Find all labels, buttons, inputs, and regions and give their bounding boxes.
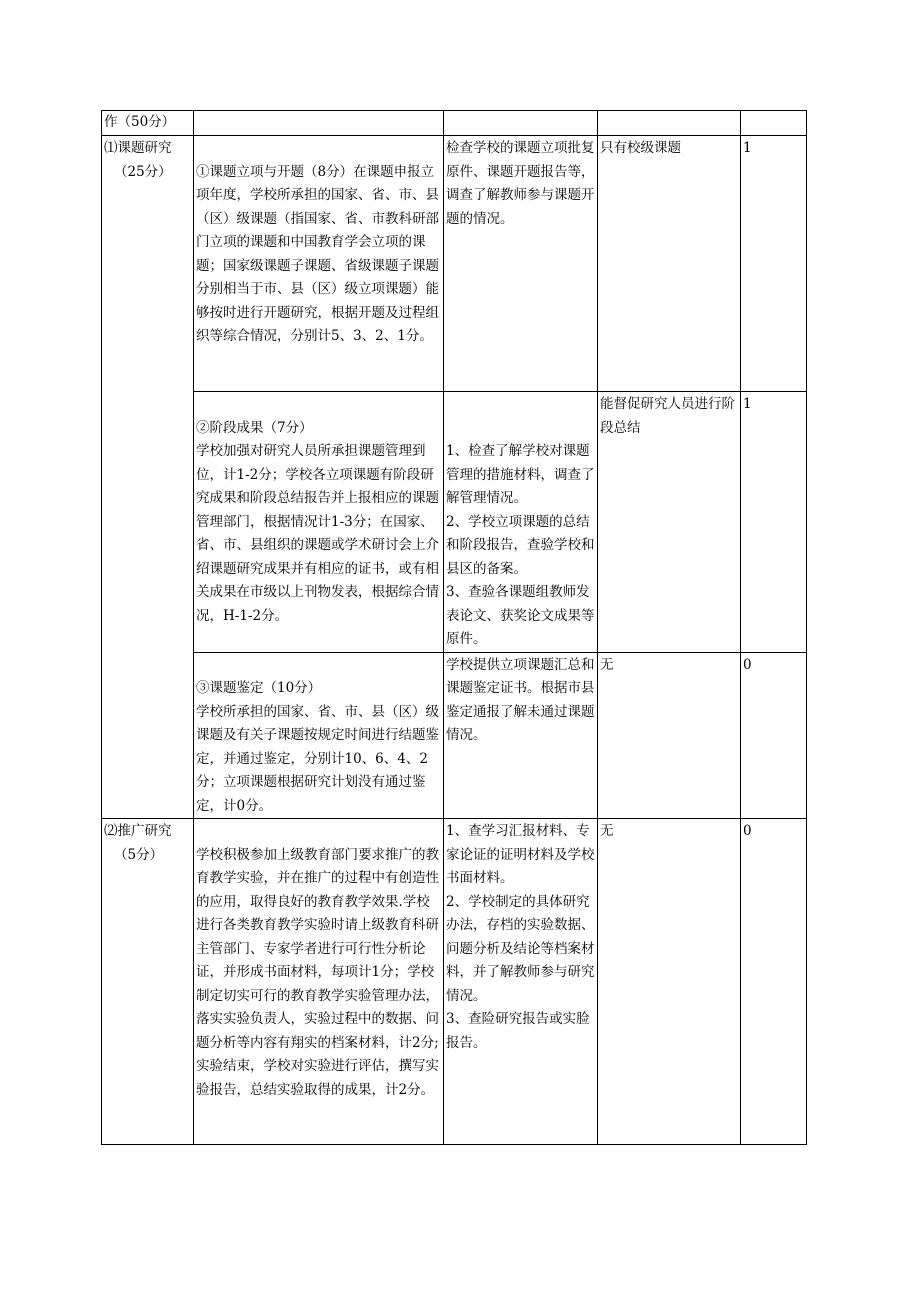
table-row [102,652,807,819]
method-cell [444,819,598,1145]
category-points: （5分） [114,846,164,863]
method-paragraph: 学校提供立项课题汇总和课题鉴定证书。根据市县鉴定通报了解未通过课题情况。 [446,656,595,743]
method-paragraph: 2、学校立项课题的总结和阶段报告，查验学校和县区的备案。 [446,513,595,577]
finding-cell [598,652,741,819]
score-text: 1 [743,140,752,156]
finding-cell [598,136,741,392]
finding-text: 无 [600,656,614,673]
table-row [102,136,807,392]
method-cell [444,136,598,392]
score-text: 0 [743,823,752,839]
table-row [102,392,807,653]
method-cell [444,111,598,136]
score-cell [741,136,807,392]
score-cell [741,392,807,653]
finding-text: 能督促研究人员进行阶段总结 [600,396,735,436]
criteria-paragraph: 学校加强对研究人员所承担课题管理到位，计1-2分；学校各立项课题有阶段研究成果和阶段总结报告并上报相应的课题管理部门，根据情况计1-3分；在国家、省、市、县组织的课题或学术研讨会上介绍课题研究成果并有相应的证书，或有相关成果在市级以上刊物发表，根据综合情况，H-1-2分。 [196,443,439,624]
category-title: ⑴课题研究 [104,140,172,156]
score-cell [741,652,807,819]
criteria-paragraph: 学校积极参加上级教育部门要求推广的教育教学实验，并在推广的过程中有创造性的应用，取得良好的教育教学效果.学校进行各类教育教学实验时请上级教育科研主管部门、专家学者进行可行性分析论证，并形成书面材料，每项计1分；学校制定切实可行的教育教学实验管理办法，落实实验负责人，实验过程中的数据、问题分析等内容有翔实的档案材料，计2分;实验结束，学校对实验进行评估，撰写实验报告，总结实验取得的成果，计2分。 [196,846,439,1098]
criteria-cell [194,111,444,136]
table-row [102,819,807,1145]
criteria-paragraph: ③课题鉴定（10分） [196,680,322,696]
finding-text: 无 [600,823,614,839]
score-text: 1 [743,396,752,412]
score-cell [741,819,807,1145]
criteria-cell [194,136,444,392]
criteria-paragraph: 学校所承担的国家、省、市、县（区）级课题及有关子课题按规定时间进行结题鉴定，并通过鉴定，分别计10、6、4、2分；立项课题根据研究计划没有通过鉴定，计0分。 [196,703,439,814]
method-paragraph: 3、查验各课题组教师发表论文、获奖论文成果等原件。 [446,584,595,647]
method-cell [444,652,598,819]
category-points: （25分） [114,163,172,180]
finding-cell [598,111,741,136]
method-paragraph: 检查学校的课题立项批复原件、课题开题报告等，调查了解教师参与课题开题的情况。 [446,140,595,227]
criteria-paragraph: ①课题立项与开题（8分）在课题申报立项年度，学校所承担的国家、省、市、县（区）级课题（指国家、省、市教科研部门立项的课题和中国教育学会立项的课题；国家级课题子课题、省级课题子课题分别相当于市、县（区）级立项课题）能够按时进行开题研究，根据开题及过程组织等综合情况，分别计5、3、2、1分。 [196,163,439,344]
criteria-cell [194,652,444,819]
method-paragraph: 1、查学习汇报材料、专家论证的证明材料及学校书面材料。 [446,823,595,886]
score-text: 0 [743,656,752,673]
category-label: 作（50分） [104,114,176,130]
method-paragraph: 3、查险研究报告或实脸报告。 [446,1011,590,1051]
finding-cell [598,392,741,653]
method-paragraph: 2、学校制定的具体研究办法，存档的实验数据、问题分析及结论等档案材料，并了解教师参与研究情况。 [446,893,595,1004]
method-paragraph: 1、检查了解学校对课题管理的措施材料，调查了解管理情况。 [446,443,595,506]
criteria-cell [194,392,444,653]
table-row-header [102,111,807,136]
criteria-paragraph: ②阶段成果（7分） [196,419,313,436]
category-cell [102,136,194,819]
score-cell [741,111,807,136]
finding-text: 只有校级课题 [600,140,681,156]
criteria-cell [194,819,444,1145]
method-cell [444,392,598,653]
finding-cell [598,819,741,1145]
category-cell [102,111,194,136]
category-title: ⑵推广研究 [104,823,172,839]
evaluation-table [101,110,807,1145]
category-cell [102,819,194,1145]
